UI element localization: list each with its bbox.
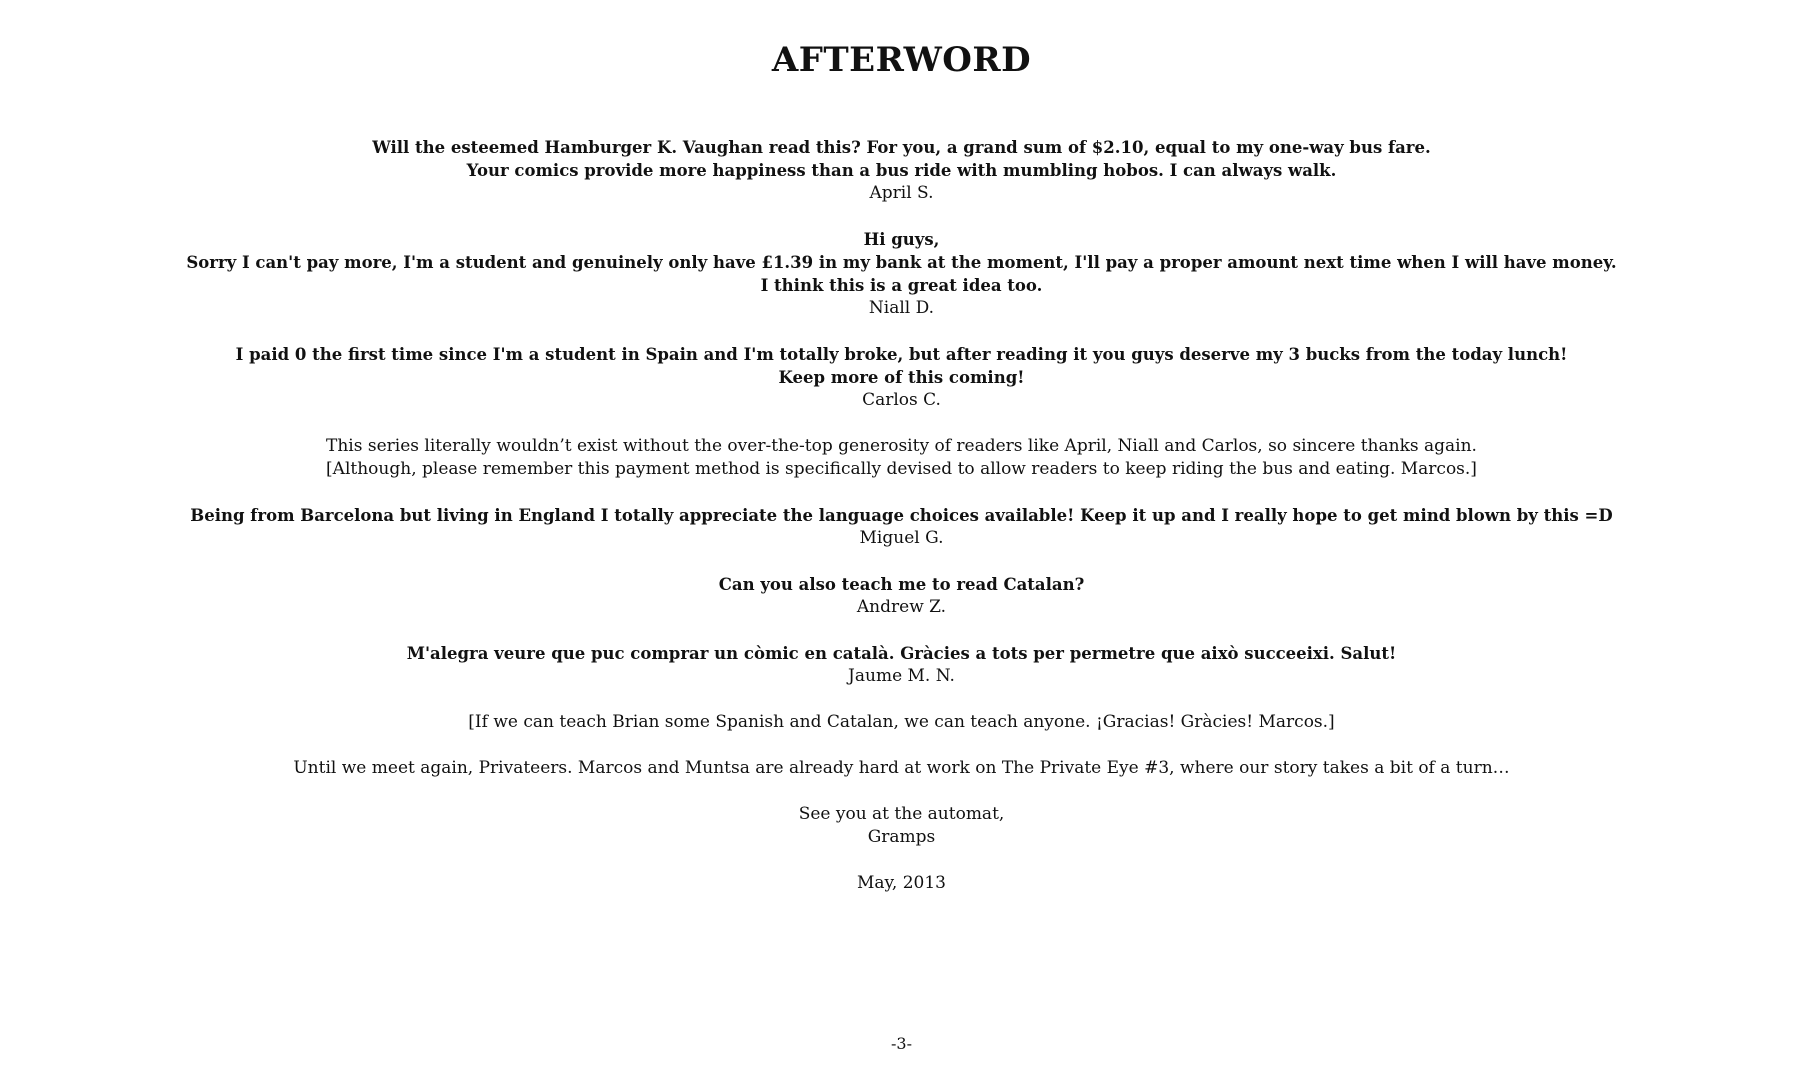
editor-response-2 (0, 711, 1803, 734)
page-title: AFTERWORD (771, 40, 1032, 80)
closing-line: Until we meet again, Privateers. Marcos and Muntsa are already hard at work on The Private Eye #3, where our story takes a bit of a turn… (293, 758, 1510, 778)
letter-author: Miguel G. (859, 528, 944, 548)
editor-response-1 (0, 435, 1803, 481)
letter-author: Niall D. (868, 298, 935, 318)
letter-author: Carlos C. (862, 390, 941, 410)
letter-niall (0, 228, 1803, 320)
letter-author: Jaume M. N. (848, 666, 955, 686)
date: May, 2013 (857, 873, 946, 893)
letter-line: I paid 0 the first time since I'm a student in Spain and I'm totally broke, but after reading it you guys deserve my 3 bucks from the today lunch! (235, 345, 1568, 364)
date-block (0, 872, 1803, 895)
response-line: [If we can teach Brian some Spanish and Catalan, we can teach anyone. ¡Gracias! Gràcies! Marcos.] (468, 712, 1335, 732)
letter-april (0, 136, 1803, 205)
letter-line: I think this is a great idea too. (760, 276, 1043, 295)
letter-line: Hi guys, (863, 230, 940, 249)
signoff (0, 803, 1803, 849)
letter-line: Being from Barcelona but living in England I totally appreciate the language choices available! Keep it up and I really hope to get mind blown by this =D (190, 506, 1613, 525)
signoff-name: Gramps (867, 827, 936, 847)
letter-line: Can you also teach me to read Catalan? (718, 575, 1085, 594)
page-number: -3- (891, 1034, 912, 1053)
response-line: This series literally wouldn’t exist without the over-the-top generosity of readers like April, Niall and Carlos, so sincere thanks again. (326, 436, 1477, 456)
letter-line: Your comics provide more happiness than a bus ride with mumbling hobos. I can always walk. (466, 161, 1337, 180)
letter-author: April S. (869, 183, 934, 203)
response-line: [Although, please remember this payment method is specifically devised to allow readers to keep riding the bus and eating. Marcos.] (326, 459, 1477, 479)
letter-line: Keep more of this coming! (778, 368, 1025, 387)
letter-jaume (0, 642, 1803, 688)
letter-line: M'alegra veure que puc comprar un còmic en català. Gràcies a tots per permetre que això succeeixi. Salut! (406, 644, 1397, 663)
letter-carlos (0, 343, 1803, 412)
letter-line: Sorry I can't pay more, I'm a student and genuinely only have £1.39 in my bank at the moment, I'll pay a proper amount next time when I will have money. (186, 253, 1617, 272)
letter-author: Andrew Z. (856, 597, 947, 617)
letter-line: Will the esteemed Hamburger K. Vaughan read this? For you, a grand sum of $2.10, equal to my one-way bus fare. (372, 138, 1431, 157)
afterword-body (0, 136, 1803, 918)
signoff-line: See you at the automat, (798, 804, 1005, 824)
letter-andrew (0, 573, 1803, 619)
letter-miguel (0, 504, 1803, 550)
closing-paragraph (0, 757, 1803, 780)
